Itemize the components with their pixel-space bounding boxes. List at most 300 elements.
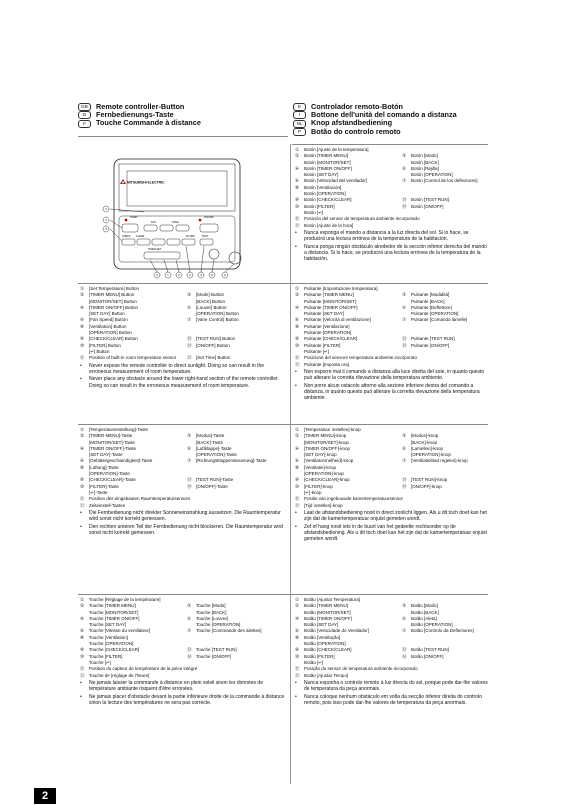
item-label: [Tijd instellen]-knop [304, 502, 343, 508]
item-number [402, 362, 411, 368]
item-label: [Temperatureinstellung]-Taste [89, 427, 149, 432]
language-badge: NL [293, 120, 306, 128]
item-label: Botón [CHECK/CLEAR] [304, 197, 352, 203]
item-number: ⑫ [295, 222, 300, 228]
item-label: Pulsante [Modalità] [411, 292, 450, 298]
item-label: Botão [BACK] [411, 609, 439, 615]
item-number: ⑭ [402, 203, 407, 209]
bullet-icon: • [80, 679, 82, 686]
button-label: ON/OFF [204, 216, 215, 219]
item-label: Botão [Aleta] [411, 615, 437, 621]
section-pt [295, 597, 488, 706]
item-label: [OPERATION]-knop [304, 471, 344, 477]
bullet-icon: • [295, 693, 297, 700]
item-label: Posição do sensor de temperatura ambiente incorporado [304, 666, 418, 672]
item-label: [Richtungsklappensteuerung]-Taste [196, 458, 267, 464]
note-text: Die Fernbedienung nicht direkter Sonneneinstrahlung aussetzen. Die Raumtemperatur wird sonst nicht korrekt gemessen. [89, 509, 281, 523]
item-label: [Ventilatie]-knop [304, 464, 337, 470]
button-label: CLEAR [136, 235, 145, 238]
callout-label: 3 [105, 227, 107, 232]
item-number: ⑬ [402, 647, 407, 653]
item-label: Touche [ON/OFF] [196, 653, 232, 659]
item-label: Touche [FILTER] [89, 653, 123, 659]
item-label: Botão [ON/OFF] [411, 653, 444, 659]
divider [292, 144, 488, 145]
item-label: Touche [Réglage de la température] [89, 597, 161, 602]
item-label: Touche [BACK] [196, 609, 227, 615]
item-number: ② [295, 292, 300, 298]
item-label: [MONITOR/SET] Button [89, 298, 137, 304]
item-label: Touche [MONITOR/SET] [89, 609, 139, 615]
item-label [196, 503, 285, 509]
item-label: Botão [Ventilação] [304, 634, 341, 640]
item-number: ⑫ [187, 355, 192, 361]
language-badge: GB [78, 103, 91, 111]
item-number: ① [80, 286, 85, 291]
button-label: VANE [172, 221, 179, 224]
warning-note [80, 376, 285, 389]
item-label: Botão [Modo] [411, 603, 438, 609]
note-text: Nunca exponga el mando a distancia a la luz directa del sol. Si lo hace, se producirá una lectura errónea de la temperatura de la habitación. [304, 229, 469, 243]
item-label: [OPERATION] Button [196, 311, 239, 317]
item-number: ⑬ [402, 197, 407, 203]
item-number: ② [295, 433, 300, 439]
header-title: Touche Commande à distance [96, 118, 201, 128]
item-label: [TIMER ON/OFF]-knop [304, 445, 351, 451]
item-number: ⑥ [295, 178, 300, 184]
item-label [411, 673, 488, 679]
header-title: Remote controller-Button [96, 102, 185, 111]
item-number: ⑦ [187, 458, 192, 464]
item-label: Botão [Ajustar Tempo] [304, 672, 349, 678]
note-text: Never expose the remote controller to direct sunlight. Doing so can result in the erroneous measurement of room temperature. [89, 362, 265, 375]
item-number: ⑨ [80, 647, 85, 653]
item-label: [Vane Control] Button [196, 317, 239, 323]
item-label: Pulsante [Ventilazione] [304, 323, 350, 329]
bullet-icon: • [80, 509, 82, 516]
section-it [295, 286, 488, 402]
item-number: ⑦ [187, 317, 192, 323]
item-number: ③ [402, 292, 407, 298]
item-label: Posición del sensor de temperatura ambiente incorporado [304, 216, 420, 222]
bullet-icon: • [80, 362, 82, 369]
item-number: ⑫ [295, 672, 300, 678]
item-number: ④ [295, 165, 300, 171]
item-label: Position des eingebauten Raumtemperatursensors [89, 496, 191, 502]
warning-note [295, 524, 488, 543]
item-number: ① [295, 286, 300, 291]
item-number: ④ [295, 304, 300, 310]
item-label: Pulsante [Comando lamelle] [411, 317, 468, 323]
item-number: ⑪ [295, 666, 300, 672]
item-label: Botão [MONITOR/SET] [304, 609, 351, 615]
item-number: ③ [402, 153, 407, 159]
item-label: Botón [TEST RUN] [411, 197, 449, 203]
item-number: ⑧ [80, 464, 85, 470]
page-number: 2 [34, 788, 56, 804]
item-label: [CHECK/CLEAR] Button [89, 336, 138, 342]
item-label: [TEST RUN] Button [196, 336, 236, 342]
bullet-icon: • [295, 243, 297, 250]
item-label: [FILTER] Button [89, 342, 121, 348]
list-item [295, 673, 488, 679]
item-label: [Modus]-knop [411, 433, 439, 439]
item-label: Botón [ON/OFF] [411, 203, 444, 209]
item-label: [OPERATION]-Taste [196, 452, 237, 458]
warning-note [295, 244, 488, 263]
note-text: Never place any obstacle around the lower right-hand section of the remote controller. Doing so can result in the erroneous measurement of room temperature. [89, 376, 279, 389]
item-label: [TEST RUN]-knop [411, 477, 448, 483]
item-label: [Temperatuur instellen]-knop [304, 427, 361, 432]
button-label: TEMP [130, 216, 138, 219]
item-label: Botón [Control de los deflectores] [411, 178, 478, 184]
item-label: Botão [SET DAY] [304, 622, 339, 628]
item-label: [Lüftung]-Taste [89, 464, 119, 470]
warning-note [80, 694, 285, 707]
item-label: Pulsante [TIMER ON/OFF] [304, 304, 358, 310]
item-label: [ON/OFF]-Taste [196, 483, 228, 489]
item-number: ⑥ [80, 317, 85, 323]
bullet-icon: • [295, 382, 297, 389]
item-label: Pulsante [Impostazione temperatura] [304, 286, 378, 291]
item-number: ⑫ [80, 502, 85, 508]
item-number: ① [295, 147, 300, 152]
note-text: Nunca coloque nenhum obstáculo em volta da secção inferior direita do controlo remoto, pois isso pode dar-lhe valores de temperatura da peça anormais. [304, 693, 482, 707]
remote-controller-illustration [78, 140, 288, 280]
item-label: Pulsante [Velocità di ventilazione] [304, 317, 371, 323]
list-item [80, 355, 285, 361]
bullet-icon: • [80, 693, 82, 700]
item-number: ⑬ [187, 477, 192, 483]
header-line [78, 119, 201, 127]
item-label [196, 673, 285, 679]
item-label: [ON/OFF]-knop [411, 483, 442, 489]
language-badge: I [293, 111, 306, 119]
item-number: ⑭ [187, 483, 192, 489]
list-item [295, 223, 488, 229]
callout-label: 6 [224, 273, 226, 278]
item-label: [TIMER MENU]-Taste [89, 433, 133, 439]
item-label: Botón [TIMER ON/OFF] [304, 165, 352, 171]
item-number: ⑩ [295, 653, 300, 659]
item-number: ⑦ [402, 317, 407, 323]
divider [78, 283, 488, 284]
item-number: ⑦ [402, 458, 407, 464]
item-label: [Set Time] Button [196, 355, 231, 361]
item-number: ⑬ [402, 477, 407, 483]
warning-note [295, 369, 488, 382]
list-item [80, 503, 285, 509]
item-label: [Lamellen]-knop [411, 445, 444, 451]
item-number: ⑤ [402, 445, 407, 451]
divider [78, 424, 488, 425]
bullet-icon: • [80, 523, 82, 530]
item-label: [CHECK/CLEAR]-Taste [89, 477, 136, 483]
warning-note [295, 383, 488, 402]
item-number: ⑫ [295, 502, 300, 508]
item-number: ⑪ [295, 216, 300, 222]
language-badge: P [293, 128, 306, 136]
item-number: ④ [80, 615, 85, 621]
item-number: ② [295, 603, 300, 609]
item-label: Botón [Ventilación] [304, 184, 342, 190]
bullet-icon: • [295, 509, 297, 516]
item-label: Touche [CHECK/CLEAR] [89, 647, 140, 653]
item-label: Botão [TIMER MENU] [304, 603, 349, 609]
header-title: Bottone dell'unità del comando a distanza [311, 110, 457, 120]
bullet-icon: • [80, 376, 82, 383]
item-label: [TIMER ON/OFF] Button [89, 304, 139, 310]
item-number: ① [80, 427, 85, 432]
item-number: ⑬ [402, 336, 407, 342]
language-badge: F [78, 120, 91, 128]
note-text: Nunca ponga ningún obstáculo alrededor de la sección inferior derecha del mando a distancia. Si lo hace, se producirá una lectura errónea de la temperatura de la habitación. [304, 243, 487, 263]
note-text: Den rechten unteren Teil der Fernbedienung nicht blockieren. Die Raumtemperatur wird sonst nicht korrekt gemessen. [89, 523, 283, 537]
item-label: Touche de [réglage de l'heure] [89, 672, 150, 678]
item-number: ③ [187, 292, 192, 298]
header-right [293, 103, 457, 136]
item-label: Botão [Ajustar Temperatura] [304, 597, 360, 602]
item-label: Pulsante [OPERATION] [411, 311, 459, 317]
button-label: CHECK [122, 235, 131, 238]
warning-note [80, 510, 285, 523]
item-label: Pulsante [Imposta ora] [304, 361, 350, 367]
item-label: Pulsante [MONITOR/SET] [304, 298, 357, 304]
item-number: ⑨ [295, 197, 300, 203]
button-label: FILTER [186, 235, 195, 238]
item-number: ⑭ [402, 483, 407, 489]
item-label: [FILTER]-knop [304, 483, 333, 489]
item-label: Pulsante [Deflettore] [411, 304, 452, 310]
item-number: ⑧ [295, 184, 300, 190]
item-number: ② [80, 292, 85, 298]
item-label: Pulsante [OPERATION] [304, 330, 352, 336]
item-number: ② [295, 153, 300, 159]
language-badge: D [78, 111, 91, 119]
item-label: [SET DAY]-Taste [89, 452, 123, 458]
item-number: ⑨ [295, 477, 300, 483]
item-label: Botón [OPERATION] [411, 172, 453, 178]
item-number: ④ [295, 445, 300, 451]
header-line [293, 128, 457, 136]
item-number: ⑧ [295, 323, 300, 329]
warning-note [80, 524, 285, 537]
note-text: Ne jamais placer d'obstacle devant la partie inférieure droite de la commande à distance sinon la lecture des températures ne sera pas correcte. [89, 693, 285, 707]
section-nl [295, 427, 488, 543]
callout-label: 3 [189, 273, 191, 278]
bullet-icon: • [295, 523, 297, 530]
item-label: Pulsante [TIMER MENU] [304, 292, 354, 298]
item-label: Botón [TIMER MENU] [304, 153, 349, 159]
item-number: ⑨ [295, 336, 300, 342]
item-number: ⑭ [402, 342, 407, 348]
item-label: Touche [↵] [89, 659, 112, 665]
item-label: Botão [OPERATION] [304, 641, 346, 647]
item-label: Touche [Commande des ailettes] [196, 628, 262, 634]
callout-label: 5 [211, 273, 213, 278]
item-label: [Luftklappe]-Taste [196, 445, 232, 451]
callout-label: 2 [178, 273, 180, 278]
list-item [295, 503, 488, 509]
section-es [295, 147, 488, 263]
button-label: TIMER SET [148, 248, 162, 251]
item-label [411, 223, 488, 229]
item-label: [Set Temperature] Button [89, 286, 139, 291]
item-number [402, 503, 411, 509]
item-label: Botón [SET DAY] [304, 172, 339, 178]
callout-label: 1 [105, 207, 107, 212]
item-number: ⑦ [402, 178, 407, 184]
item-number: ⑫ [80, 672, 85, 678]
item-label: Position of built-in room temperature sensor [89, 355, 177, 361]
item-number: ⑩ [295, 342, 300, 348]
item-label: [BACK] Button [196, 298, 226, 304]
item-label: Pulsante [FILTER] [304, 342, 341, 348]
item-number: ⑦ [187, 628, 192, 634]
item-number: ⑪ [80, 666, 85, 672]
item-label: Botão [OPERATION] [411, 622, 453, 628]
warning-note [295, 230, 488, 243]
item-label: Zeiteinstell-Tasten [89, 502, 126, 508]
item-number: ⑩ [295, 483, 300, 489]
section-de [80, 427, 285, 536]
item-number: ⑪ [295, 496, 300, 502]
button-label: FAN [151, 221, 156, 224]
item-number: ⑬ [187, 336, 192, 342]
header-title: Fernbedienungs-Taste [96, 110, 174, 120]
item-label: Pulsante [SET DAY] [304, 311, 345, 317]
header-title: Knop afstandbediening [311, 118, 393, 128]
item-label: Botão [Velocidade do Ventilador] [304, 628, 370, 634]
item-number: ① [295, 597, 300, 602]
item-label: [BACK]-knop [411, 439, 438, 445]
item-label: Botón [Ajuste de la temperatura] [304, 147, 369, 152]
language-badge: E [293, 103, 306, 111]
item-label: [TIMER ON/OFF]-Taste [89, 445, 137, 451]
item-number: ⑥ [295, 458, 300, 464]
item-number: ② [80, 603, 85, 609]
item-label: Touche [TIMER ON/OFF] [89, 615, 140, 621]
item-number: ⑪ [80, 355, 85, 361]
note-text: Non esporre mai il comando a distanza alla luce diretta del sole, in quanto questo può alterare la corretta rilevazione della temperatura ambiente. [304, 368, 485, 382]
item-label: [TEST RUN]-Taste [196, 477, 234, 483]
item-number: ⑩ [80, 483, 85, 489]
item-number: ⑭ [402, 653, 407, 659]
item-number [402, 673, 411, 679]
note-text: Non porre alcun ostacolo attorno alla sezione inferiore destra del comando a distanza, in quanto questo può alterare la corretta rilevazione della temperatura ambiente. [304, 382, 480, 402]
item-number: ⑤ [187, 445, 192, 451]
item-label: Touche [OPERATION] [89, 641, 134, 647]
item-number: ⑨ [80, 336, 85, 342]
bullet-icon: • [295, 368, 297, 375]
item-number: ④ [80, 445, 85, 451]
item-number: ⑨ [295, 647, 300, 653]
item-number: ② [80, 433, 85, 439]
item-label: [MONITOR/SET]-knop [304, 439, 349, 445]
item-label: [MONITOR/SET]-Taste [89, 439, 135, 445]
item-label: Botón [MONITOR/SET] [304, 159, 351, 165]
item-label: Botão [FILTER] [304, 653, 335, 659]
warning-note [295, 680, 488, 693]
item-number: ⑧ [295, 634, 300, 640]
item-label [411, 503, 488, 509]
list-item [295, 362, 488, 368]
item-number: ⑤ [402, 304, 407, 310]
item-label: Touche [Vitesse du ventilateur] [89, 628, 151, 634]
item-label: [OPERATION]-Taste [89, 471, 130, 477]
item-number: ③ [187, 433, 192, 439]
item-label: [Modus]-Taste [196, 433, 225, 439]
divider [78, 136, 288, 137]
item-number: ⑦ [402, 628, 407, 634]
item-label: Touche [OPERATION] [196, 622, 241, 628]
item-label: Touche [SET DAY] [89, 622, 127, 628]
item-label: Touche [Ventilation] [89, 634, 129, 640]
item-number: ④ [295, 615, 300, 621]
item-number: ⑤ [187, 304, 192, 310]
item-label: [TIMER MENU] Button [89, 292, 135, 298]
item-label: Position du capteur de température de la pièce intégré [89, 666, 198, 672]
item-label: [Gebläsegeschwindigkeit]-Taste [89, 458, 153, 464]
item-number: ⑩ [80, 342, 85, 348]
header-title: Botão do controlo remoto [311, 126, 401, 136]
item-number: ⑥ [80, 628, 85, 634]
item-label: [SET DAY] Button [89, 311, 125, 317]
item-number: ① [80, 597, 85, 602]
item-label [411, 362, 488, 368]
item-label: [↵] Button [89, 348, 110, 354]
item-label: Touche [TIMER MENU] [89, 603, 136, 609]
item-label: Pulsante [ON/OFF] [411, 342, 450, 348]
item-number: ⑤ [402, 615, 407, 621]
item-label: [Ventilation] Button [89, 323, 127, 329]
item-label: [CHECK/CLEAR]-knop [304, 477, 350, 483]
item-label: Pulsante [BACK] [411, 298, 445, 304]
callout-label: 1 [156, 273, 158, 278]
warning-note [80, 363, 285, 376]
item-label: [ON/OFF] Button [196, 342, 230, 348]
item-number: ⑪ [80, 496, 85, 502]
brand-label: MITSUBISHI ELECTRIC [127, 180, 165, 185]
list-item [80, 673, 285, 679]
item-number: ④ [80, 304, 85, 310]
item-number: ① [295, 427, 300, 432]
item-number: ⑪ [295, 355, 300, 361]
note-text: Ne jamais laisser la commande à distance en plein soleil sinon les données de température ambiante risquent d'être erronées. [89, 679, 263, 693]
button-label: TEST [202, 235, 209, 238]
item-label: [TIMER MENU]-knop [304, 433, 347, 439]
note-text: Nunca exponha o controlo remoto à luz directa do sol, porque pode dar-lhe valores de temperatura da peça anormais. [304, 679, 488, 693]
item-number: ⑧ [295, 464, 300, 470]
item-label: [↵]-knop [304, 489, 322, 495]
item-label: Touche [TEST RUN] [196, 647, 237, 653]
item-number: ⑥ [80, 458, 85, 464]
item-label: Pulsante [TEST RUN] [411, 336, 455, 342]
item-number: ⑧ [80, 634, 85, 640]
item-label: Botón [OPERATION] [304, 191, 346, 197]
item-number: ③ [187, 603, 192, 609]
header-left [78, 103, 201, 128]
item-label: Positie van ingebouwde kamertemperatuursensor [304, 496, 404, 502]
callout-label: 1 [167, 273, 169, 278]
item-label: [Fan Speed] Button [89, 317, 128, 323]
column-divider [290, 144, 291, 784]
item-label: Touche [Mode] [196, 603, 226, 609]
item-label: [FILTER]-Taste [89, 483, 119, 489]
item-label: Botón [FILTER] [304, 203, 335, 209]
bullet-icon: • [295, 679, 297, 686]
item-label: Botão [↵] [304, 659, 324, 665]
